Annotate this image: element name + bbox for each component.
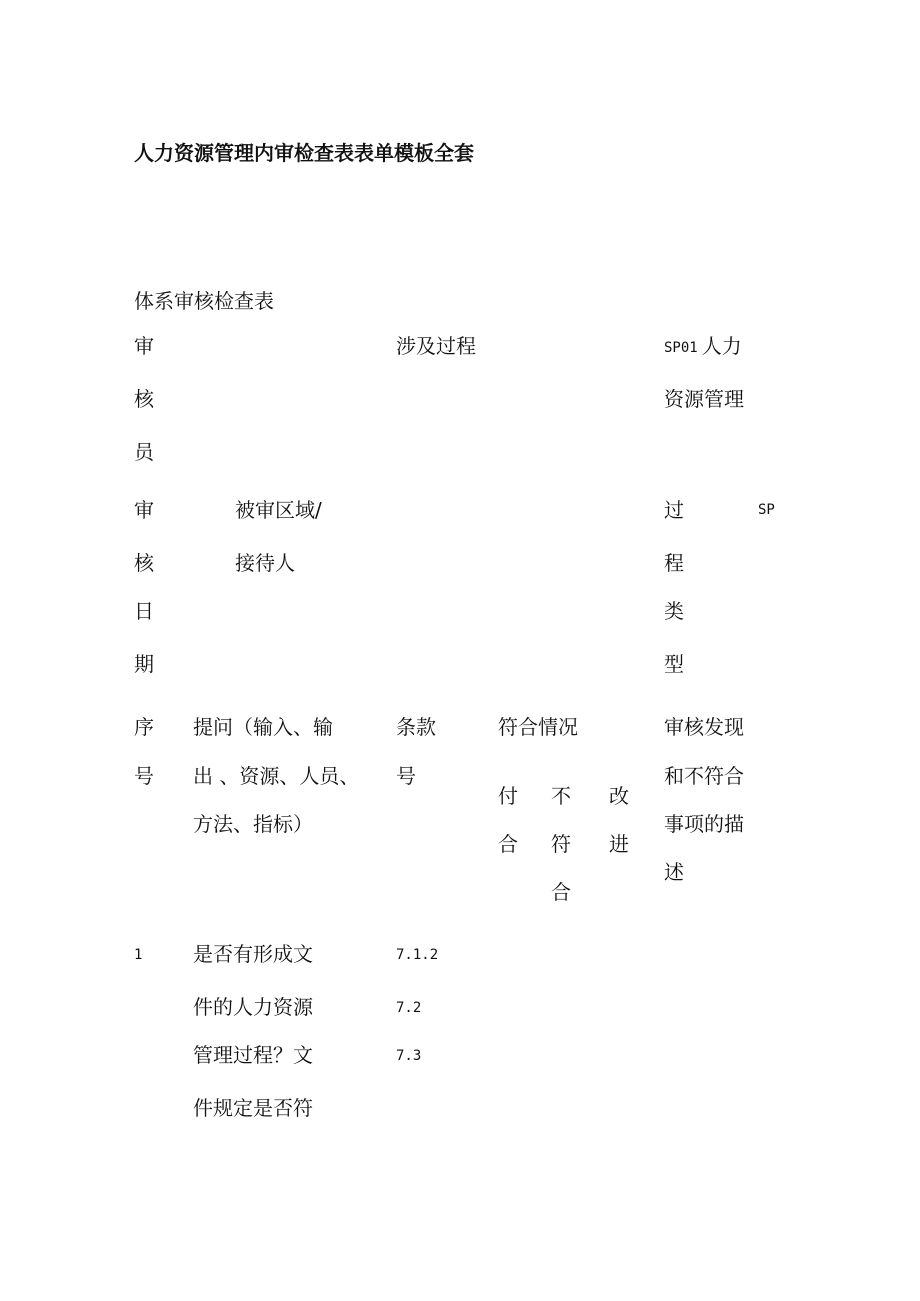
- form-subtitle: 体系审核检查表: [134, 289, 274, 313]
- auditor-label-char: 审: [134, 334, 154, 358]
- improve-header-char: 改: [609, 784, 629, 808]
- process-type-char: 型: [664, 652, 684, 676]
- conformity-header: 符合情况: [498, 715, 578, 739]
- conform-header-char: 合: [498, 832, 518, 856]
- row-clause: 7.1.2: [396, 947, 439, 963]
- question-header-line: 出 、资源、人员、: [193, 764, 360, 788]
- date-label-char: 日: [134, 599, 154, 623]
- finding-header-line: 和不符合: [664, 764, 744, 788]
- date-label-char: 核: [134, 551, 154, 575]
- finding-header-line: 事项的描: [664, 812, 744, 836]
- nonconform-header-char: 不: [551, 784, 571, 808]
- question-header-line: 提问（输入、输: [193, 715, 333, 739]
- row-clause: 7.3: [396, 1048, 422, 1064]
- process-value-line2: 资源管理: [664, 387, 744, 411]
- clause-header-line: 条款: [396, 715, 436, 739]
- process-value-line1: 人力: [701, 334, 742, 358]
- date-label-char: 期: [134, 652, 154, 676]
- finding-header-line: 述: [664, 860, 684, 884]
- process-value: [664, 336, 742, 356]
- improve-header-char: 进: [609, 832, 629, 856]
- audited-area-label: 被审区域/: [235, 498, 322, 522]
- process-type-char: 类: [664, 599, 684, 623]
- date-label-char: 审: [134, 498, 154, 522]
- seq-header-char: 序: [134, 715, 154, 739]
- page-title: 人力资源管理内审检查表表单模板全套: [134, 141, 474, 165]
- row-clause: 7.2: [396, 1000, 422, 1016]
- process-label: 涉及过程: [396, 334, 476, 358]
- process-type-char: 过: [664, 498, 684, 522]
- receiver-label: 接待人: [235, 551, 295, 575]
- question-header-line: 方法、指标）: [193, 812, 313, 836]
- process-type-char: 程: [664, 551, 684, 575]
- auditor-label-char: 核: [134, 387, 154, 411]
- clause-header-line: 号: [396, 764, 416, 788]
- nonconform-header-char: 合: [551, 880, 571, 904]
- auditor-label-char: 员: [134, 440, 154, 464]
- seq-header-char: 号: [134, 764, 154, 788]
- conform-header-char: 付: [498, 784, 518, 808]
- process-type-value: SP: [758, 502, 775, 518]
- row-question-line: 件规定是否符: [193, 1096, 313, 1120]
- nonconform-header-char: 符: [551, 832, 571, 856]
- row-question-line: 件的人力资源: [193, 995, 313, 1019]
- finding-header-line: 审核发现: [664, 715, 744, 739]
- row-question-line: 管理过程？文: [193, 1043, 313, 1067]
- row-question-line: 是否有形成文: [193, 942, 313, 966]
- row-seq: 1: [134, 947, 143, 963]
- process-code: SP01: [664, 340, 698, 356]
